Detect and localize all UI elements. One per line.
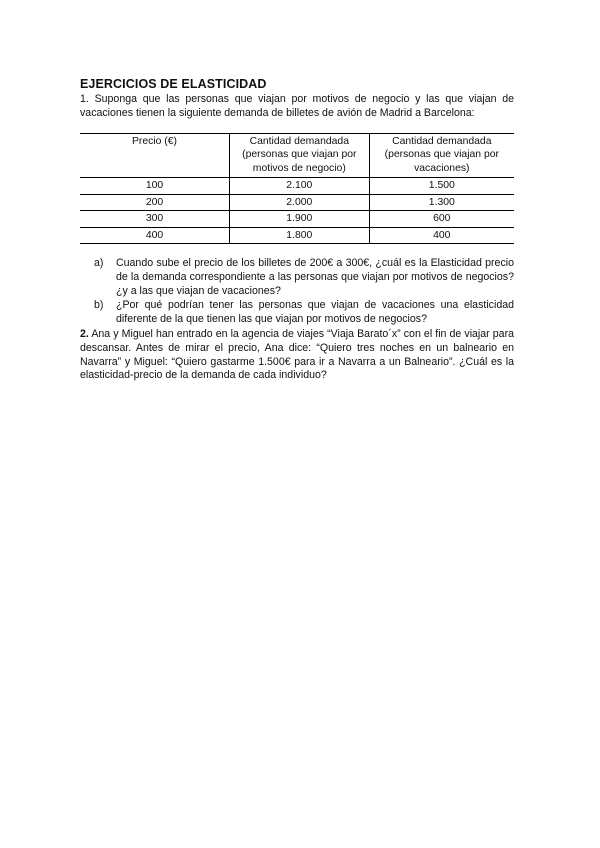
document-title: EJERCICIOS DE ELASTICIDAD xyxy=(80,77,267,91)
question-b xyxy=(94,299,514,327)
table-row xyxy=(80,194,514,211)
exercise-2-statement xyxy=(80,328,514,383)
cell-negocio: 1.800 xyxy=(230,227,370,244)
cell-precio: 200 xyxy=(80,194,230,211)
table-header-row xyxy=(80,133,514,178)
exercise-2-text: Ana y Miguel han entrado en la agencia de viajes “Viaja Barato´x” con el fin de viajar para descansar. Antes de mirar el precio, Ana dice: “Quiero tres noches en un balneario en Navarra” y Miguel: “Quiero gastarme 1.500€ para ir a Navarra a un Balneario”. ¿Cuál es la elasticidad-precio de la demanda de cada individuo? xyxy=(80,328,514,382)
cell-precio: 300 xyxy=(80,211,230,228)
table-row xyxy=(80,211,514,228)
table-row xyxy=(80,227,514,244)
question-a-marker: a) xyxy=(94,257,104,270)
document-content xyxy=(80,77,514,383)
cell-negocio: 1.900 xyxy=(230,211,370,228)
question-list xyxy=(80,257,514,327)
cell-precio: 400 xyxy=(80,227,230,244)
cell-vacaciones: 1.500 xyxy=(369,178,514,195)
question-b-marker: b) xyxy=(94,299,104,312)
header-vacaciones: Cantidad demandada (personas que viajan por vacaciones) xyxy=(369,133,514,178)
cell-negocio: 2.100 xyxy=(230,178,370,195)
cell-negocio: 2.000 xyxy=(230,194,370,211)
question-a xyxy=(94,257,514,298)
header-precio: Precio (€) xyxy=(80,133,230,178)
exercise-2-number: 2. xyxy=(80,328,89,341)
cell-vacaciones: 1.300 xyxy=(369,194,514,211)
demand-table xyxy=(80,133,514,245)
exercise-1-text: Suponga que las personas que viajan por motivos de negocio y las que viajan de vacaciones tienen la siguiente demanda de billetes de avión de Madrid a Barcelona: xyxy=(80,93,514,119)
exercise-1-number: 1. xyxy=(80,93,89,105)
question-b-text: ¿Por qué podrían tener las personas que viajan de vacaciones una elasticidad diferente de la que tienen las que viajan por motivos de negocios? xyxy=(116,299,514,326)
cell-precio: 100 xyxy=(80,178,230,195)
cell-vacaciones: 600 xyxy=(369,211,514,228)
cell-vacaciones: 400 xyxy=(369,227,514,244)
exercise-1-statement xyxy=(80,93,514,121)
header-negocio: Cantidad demandada (personas que viajan por motivos de negocio) xyxy=(230,133,370,178)
question-a-text: Cuando sube el precio de los billetes de 200€ a 300€, ¿cuál es la Elasticidad precio de la demanda correspondiente a las personas que viajan por motivos de negocios? ¿y a las que viajan de vacaciones? xyxy=(116,257,514,297)
table-row xyxy=(80,178,514,195)
